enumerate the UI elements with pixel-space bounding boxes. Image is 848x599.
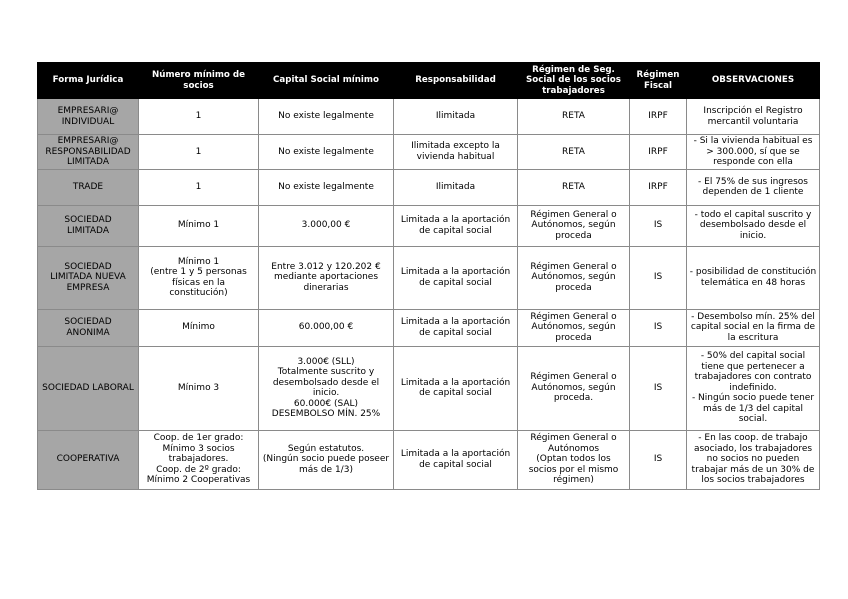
capital-social-cell <box>259 135 394 170</box>
observaciones-cell <box>687 430 820 489</box>
cell-text-line: la escritura <box>727 332 779 343</box>
cell-text-line: - En las coop. de trabajo <box>698 433 808 444</box>
header-row <box>38 63 820 99</box>
table-body <box>38 99 820 490</box>
cell-text-line: Régimen General o <box>530 311 617 322</box>
observaciones-cell <box>687 169 820 205</box>
cell-text-line: más de 1/3 del capital <box>702 403 804 414</box>
cell-text-line: de capital social <box>419 277 492 288</box>
cell-text-line: RETA <box>562 111 585 122</box>
seguridad-social-cell <box>518 99 630 135</box>
cell-text-line: capital social en la firma de <box>690 322 816 333</box>
cell-text-line: proceda <box>555 282 592 293</box>
cell-text-line: DESEMBOLSO MÍN. 25% <box>271 409 381 419</box>
table-row <box>38 346 820 430</box>
cell-text-line: EMPRESARI@ <box>57 106 119 116</box>
cell-text-line: responde con ella <box>713 157 793 167</box>
cell-text-line: IS <box>653 220 663 231</box>
cell-text-line: Entre 3.012 y 120.202 € <box>271 261 381 272</box>
cell-text-line: Autónomos, según <box>531 220 616 231</box>
cell-text-line: TRADE <box>72 181 104 192</box>
numero-socios-cell <box>139 99 259 135</box>
cell-text-line: (Ningún socio puede poseer <box>262 454 390 465</box>
cell-text-line: desembolsado desde el <box>272 377 380 388</box>
cell-text-line: > 300.000, sí que se <box>706 146 800 157</box>
observaciones-cell <box>687 309 820 346</box>
cell-text-line: vivienda habitual <box>416 151 495 162</box>
forma-juridica-cell <box>38 135 139 170</box>
seguridad-social-cell <box>518 169 630 205</box>
cell-text-line: mediante aportaciones <box>273 272 379 283</box>
cell-text-line: Autónomos, según <box>531 382 616 393</box>
cell-text-line: dinerarias <box>303 282 349 293</box>
responsabilidad-cell <box>394 246 518 309</box>
cell-text-line: - El 75% de sus ingresos <box>698 176 808 187</box>
cell-text-line: asociado, los trabajadores <box>693 443 813 454</box>
seguridad-social-cell <box>518 430 630 489</box>
numero-socios-cell <box>139 309 259 346</box>
cell-text-line: Limitada a la aportación <box>400 215 511 225</box>
table-row <box>38 246 820 309</box>
legal-forms-table <box>37 62 820 490</box>
header-capital-social: Capital Social mínimo <box>259 63 394 99</box>
table-row <box>38 169 820 205</box>
cell-text-line: Ilimitada <box>435 111 476 122</box>
numero-socios-cell <box>139 205 259 246</box>
cell-text-line: LIMITADA <box>67 225 109 236</box>
cell-text-line: EMPRESA <box>66 282 110 293</box>
table-row <box>38 205 820 246</box>
cell-text-line: - todo el capital suscrito y <box>694 209 812 220</box>
cell-text-line: Autónomos <box>547 443 600 454</box>
cell-text-line: físicas en la <box>172 277 225 288</box>
header-responsabilidad: Responsabilidad <box>394 63 518 99</box>
cell-text-line: de capital social <box>419 388 492 398</box>
responsabilidad-cell <box>394 135 518 170</box>
cell-text-line: Inscripción el Registro <box>703 106 803 116</box>
table-row <box>38 99 820 135</box>
responsabilidad-cell <box>394 309 518 346</box>
cell-text-line: IS <box>653 454 663 465</box>
cell-text-line: Según estatutos. <box>287 443 365 454</box>
cell-text-line: constitución) <box>169 288 228 298</box>
cell-text-line: más de 1/3) <box>299 464 353 475</box>
cell-text-line: - Si la vivienda habitual es <box>693 136 813 146</box>
cell-text-line: 1 <box>195 111 202 122</box>
cell-text-line: SOCIEDAD LABORAL <box>42 382 134 393</box>
capital-social-cell <box>259 309 394 346</box>
cell-text-line: LIMITADA <box>67 157 109 167</box>
capital-social-cell <box>259 430 394 489</box>
cell-text-line: IRPF <box>648 181 668 192</box>
capital-social-cell <box>259 205 394 246</box>
capital-social-cell <box>259 99 394 135</box>
capital-social-cell <box>259 346 394 430</box>
cell-text-line: COOPERATIVA <box>56 454 120 465</box>
cell-text-line: tiene que pertenecer a <box>701 361 805 372</box>
cell-text-line: inicio. <box>312 388 340 398</box>
cell-text-line: (entre 1 y 5 personas <box>150 267 247 277</box>
header-regimen-fiscal: Régimen Fiscal <box>630 63 687 99</box>
cell-text-line: INDIVIDUAL <box>61 116 115 127</box>
responsabilidad-cell <box>394 99 518 135</box>
cell-text-line: socios por el mismo <box>528 464 619 475</box>
cell-text-line: Autónomos, según <box>531 322 616 333</box>
cell-text-line: Mínimo 3 <box>177 382 220 393</box>
regimen-fiscal-cell <box>630 99 687 135</box>
cell-text-line: 60.000,00 € <box>298 322 354 333</box>
regimen-fiscal-cell <box>630 135 687 170</box>
cell-text-line: Mínimo 1 <box>177 220 220 231</box>
forma-juridica-cell <box>38 205 139 246</box>
cell-text-line: inicio. <box>739 230 767 241</box>
observaciones-cell <box>687 205 820 246</box>
cell-text-line: proceda <box>555 230 592 241</box>
cell-text-line: RETA <box>562 181 585 192</box>
cell-text-line: desembolsado desde el <box>699 220 807 231</box>
cell-text-line: No existe legalmente <box>278 181 374 192</box>
seguridad-social-cell <box>518 309 630 346</box>
regimen-fiscal-cell <box>630 169 687 205</box>
numero-socios-cell <box>139 346 259 430</box>
cell-text-line: de capital social <box>419 225 492 236</box>
table-row <box>38 135 820 170</box>
cell-text-line: proceda. <box>553 393 594 404</box>
regimen-fiscal-cell <box>630 205 687 246</box>
cell-text-line: los socios trabajadores <box>701 475 805 486</box>
observaciones-cell <box>687 99 820 135</box>
capital-social-cell <box>259 246 394 309</box>
forma-juridica-cell <box>38 309 139 346</box>
cell-text-line: Mínimo 2 Cooperativas <box>146 475 251 486</box>
regimen-fiscal-cell <box>630 346 687 430</box>
cell-text-line: EMPRESARI@ <box>57 136 119 146</box>
cell-text-line: Régimen General o <box>530 261 617 272</box>
regimen-fiscal-cell <box>630 430 687 489</box>
cell-text-line: proceda <box>555 332 592 343</box>
cell-text-line: trabajadores. <box>168 454 229 465</box>
cell-text-line: IS <box>653 382 663 393</box>
cell-text-line: 1 <box>195 181 202 192</box>
cell-text-line: Mínimo 1 <box>177 256 220 267</box>
numero-socios-cell <box>139 135 259 170</box>
forma-juridica-cell <box>38 430 139 489</box>
cell-text-line: IRPF <box>648 111 668 122</box>
responsabilidad-cell <box>394 169 518 205</box>
seguridad-social-cell <box>518 205 630 246</box>
responsabilidad-cell <box>394 430 518 489</box>
cell-text-line: Régimen General o <box>530 372 617 383</box>
cell-text-line: ANONIMA <box>66 327 110 338</box>
cell-text-line: Limitada a la aportación <box>400 267 511 277</box>
seguridad-social-cell <box>518 246 630 309</box>
table-row <box>38 430 820 489</box>
capital-social-cell <box>259 169 394 205</box>
cell-text-line: IS <box>653 272 663 283</box>
header-numero-socios: Número mínimo de socios <box>139 63 259 99</box>
header-seguridad-social: Régimen de Seg. Social de los socios trabajadores <box>518 63 630 99</box>
forma-juridica-cell <box>38 169 139 205</box>
cell-text-line: SOCIEDAD <box>64 261 112 272</box>
cell-text-line: 3.000€ (SLL) <box>297 356 355 367</box>
header-forma-juridica: Forma Jurídica <box>38 63 139 99</box>
cell-text-line: telemática en 48 horas <box>700 277 806 288</box>
cell-text-line: (Optan todos los <box>536 454 611 465</box>
table-row <box>38 309 820 346</box>
cell-text-line: Totalmente suscrito y <box>277 367 375 377</box>
cell-text-line: - Ningún socio puede tener <box>691 393 815 404</box>
cell-text-line: Limitada a la aportación <box>400 317 511 327</box>
responsabilidad-cell <box>394 346 518 430</box>
cell-text-line: trabajar más de un 30% de <box>691 464 815 475</box>
cell-text-line: social. <box>738 414 768 425</box>
cell-text-line: - posibilidad de constitución <box>689 267 817 277</box>
numero-socios-cell <box>139 169 259 205</box>
seguridad-social-cell <box>518 135 630 170</box>
cell-text-line: régimen) <box>553 475 594 486</box>
seguridad-social-cell <box>518 346 630 430</box>
cell-text-line: mercantil voluntaria <box>707 116 799 127</box>
cell-text-line: RESPONSABILIDAD <box>45 146 131 157</box>
cell-text-line: de capital social <box>419 459 492 470</box>
numero-socios-cell <box>139 246 259 309</box>
regimen-fiscal-cell <box>630 309 687 346</box>
forma-juridica-cell <box>38 246 139 309</box>
forma-juridica-cell <box>38 99 139 135</box>
cell-text-line: No existe legalmente <box>278 146 374 157</box>
cell-text-line: 1 <box>195 146 202 157</box>
cell-text-line: dependen de 1 cliente <box>702 187 804 197</box>
cell-text-line: Limitada a la aportación <box>400 449 511 459</box>
cell-text-line: indefinido. <box>729 382 777 393</box>
cell-text-line: LIMITADA NUEVA <box>50 272 126 283</box>
cell-text-line: de capital social <box>419 327 492 338</box>
cell-text-line: trabajadores con contrato <box>694 372 812 383</box>
cell-text-line: Autónomos, según <box>531 272 616 283</box>
cell-text-line: IRPF <box>648 146 668 157</box>
cell-text-line: Mínimo 3 socios <box>162 443 235 454</box>
forma-juridica-cell <box>38 346 139 430</box>
cell-text-line: Coop. de 2º grado: <box>156 464 241 475</box>
cell-text-line: Mínimo <box>182 322 215 333</box>
cell-text-line: SOCIEDAD <box>64 317 112 327</box>
cell-text-line: No existe legalmente <box>278 111 374 122</box>
observaciones-cell <box>687 246 820 309</box>
cell-text-line: SOCIEDAD <box>64 215 112 225</box>
cell-text-line: Régimen General o <box>530 209 617 220</box>
responsabilidad-cell <box>394 205 518 246</box>
cell-text-line: 60.000€ (SAL) <box>293 398 359 409</box>
cell-text-line: - 50% del capital social <box>700 351 806 362</box>
cell-text-line: Régimen General o <box>530 433 617 444</box>
cell-text-line: IS <box>653 322 663 333</box>
cell-text-line: Limitada a la aportación <box>400 377 511 388</box>
cell-text-line: Ilimitada <box>435 181 476 192</box>
observaciones-cell <box>687 346 820 430</box>
cell-text-line: Ilimitada excepto la <box>411 141 500 152</box>
cell-text-line: no socios no pueden <box>706 454 800 465</box>
numero-socios-cell <box>139 430 259 489</box>
observaciones-cell <box>687 135 820 170</box>
cell-text-line: - Desembolso mín. 25% del <box>691 311 815 322</box>
cell-text-line: RETA <box>562 146 585 157</box>
header-observaciones: OBSERVACIONES <box>687 63 820 99</box>
regimen-fiscal-cell <box>630 246 687 309</box>
cell-text-line: Coop. de 1er grado: <box>153 433 244 444</box>
cell-text-line: 3.000,00 € <box>301 220 351 231</box>
